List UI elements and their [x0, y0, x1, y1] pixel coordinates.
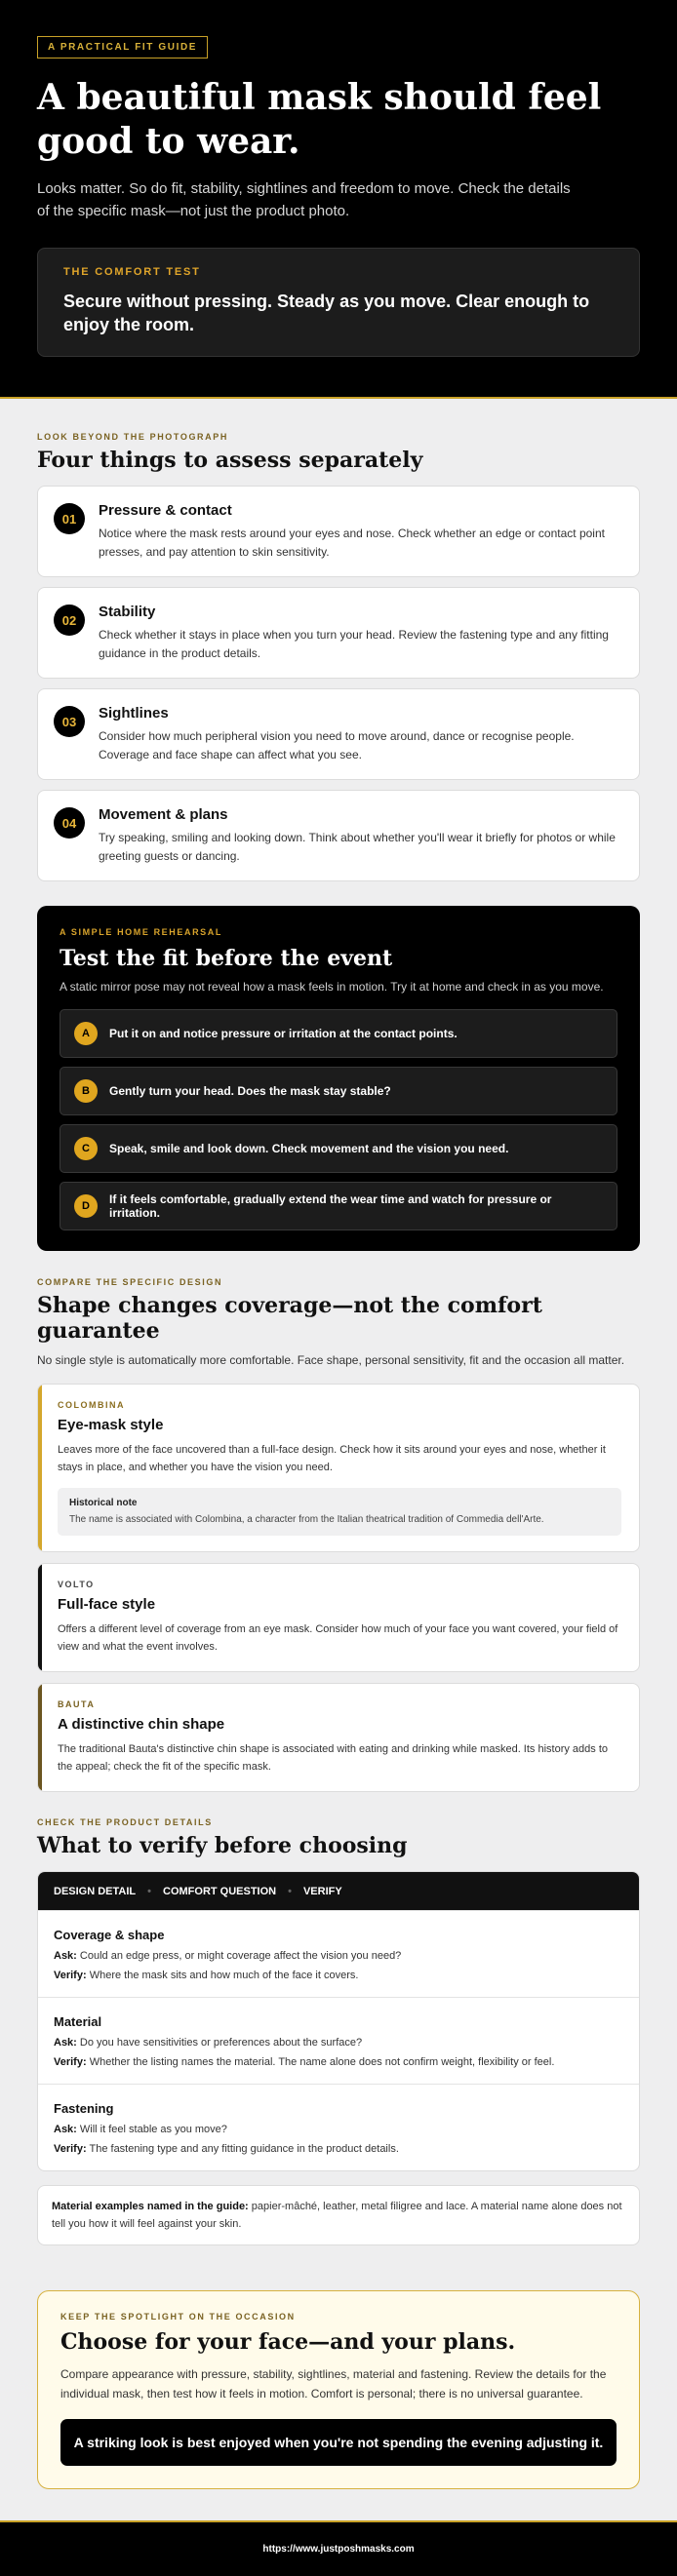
column-header: VERIFY — [302, 1885, 342, 1897]
design-name: A distinctive chin shape — [58, 1716, 225, 1733]
design-card-volto — [37, 1563, 640, 1672]
comfort-eyebrow: THE COMFORT TEST — [63, 266, 201, 278]
table-row — [38, 1910, 639, 1997]
designs-lead: No single style is automatically more comfortable. Face shape, personal sensitivity, fit and the occasion all matter. — [37, 1353, 625, 1367]
footer-link[interactable]: https://www.justposhmasks.com — [262, 2544, 415, 2555]
verify-text: The fastening type and any fitting guidance in the product details. — [89, 2143, 399, 2155]
ask-text: Do you have sensitivities or preferences about the surface? — [79, 2037, 363, 2049]
footer — [0, 2520, 677, 2576]
verify-label: Verify: — [54, 2143, 87, 2155]
rehearsal-eyebrow: A SIMPLE HOME REHEARSAL — [60, 927, 222, 937]
choose-eyebrow: KEEP THE SPOTLIGHT ON THE OCCASION — [60, 2312, 296, 2322]
row-ask — [54, 1950, 623, 1962]
closing-banner: A striking look is best enjoyed when you're not spending the evening adjusting it. — [60, 2419, 617, 2466]
assess-section — [0, 399, 677, 881]
choose-section — [37, 2290, 640, 2489]
card-description: Notice where the mask rests around your eyes and nose. Check whether an edge or contact point presses, and pay attention to skin sensitivity. — [99, 527, 605, 559]
rehearsal-step — [60, 1009, 617, 1058]
choose-title: Choose for your face—and your plans. — [60, 2329, 516, 2355]
note-title: Historical note — [69, 1498, 138, 1508]
rehearsal-step — [60, 1067, 617, 1115]
card-number: 02 — [54, 605, 85, 636]
designs-list — [37, 1384, 640, 1792]
step-text: Gently turn your head. Does the mask stay stable? — [109, 1084, 391, 1098]
design-name: Full-face style — [58, 1596, 156, 1613]
ask-label: Ask: — [54, 2037, 77, 2049]
assess-card — [37, 790, 640, 881]
table-row — [38, 2084, 639, 2170]
row-ask — [54, 2037, 623, 2049]
verify-eyebrow: CHECK THE PRODUCT DETAILS — [37, 1817, 213, 1827]
verify-text: Where the mask sits and how much of the face it covers. — [89, 1970, 359, 1981]
materials-note — [37, 2185, 640, 2245]
card-title: Stability — [99, 604, 156, 620]
row-verify — [54, 2056, 623, 2068]
step-text: Speak, smile and look down. Check movement and the vision you need. — [109, 1142, 509, 1155]
rehearsal-steps — [60, 1009, 617, 1230]
note-text: The name is associated with Colombina, a character from the Italian theatrical tradition of Commedia dell'Arte. — [69, 1514, 544, 1525]
ask-text: Will it feel stable as you move? — [79, 2124, 227, 2135]
step-letter: C — [74, 1137, 98, 1160]
card-title: Movement & plans — [99, 806, 228, 823]
step-letter: A — [74, 1022, 98, 1045]
designs-section — [0, 1251, 677, 1792]
design-description: Leaves more of the face uncovered than a full-face design. Check how it sits around your eyes and nose, whether it stays in place, and whether you have the vision you need. — [58, 1444, 606, 1473]
card-description: Try speaking, smiling and looking down. Think about whether you'll wear it briefly for photos or while greeting guests or dancing. — [99, 831, 616, 863]
rehearsal-section — [37, 906, 640, 1251]
assess-eyebrow: LOOK BEYOND THE PHOTOGRAPH — [37, 432, 228, 442]
rehearsal-title: Test the fit before the event — [60, 946, 393, 971]
ask-label: Ask: — [54, 2124, 77, 2135]
design-description: Offers a different level of coverage from an eye mask. Consider how much of your face you want covered, your field of view and what the event involves. — [58, 1623, 618, 1653]
card-title: Sightlines — [99, 705, 169, 722]
assess-card — [37, 486, 640, 577]
rehearsal-step — [60, 1124, 617, 1173]
materials-label: Material examples named in the guide: — [52, 2201, 249, 2212]
materials-text: papier-mâché, leather, metal filigree and lace. A material name alone does not tell you how it will feel against your skin. — [52, 2201, 622, 2230]
column-header: COMFORT QUESTION — [163, 1885, 277, 1897]
row-title: Coverage & shape — [54, 1928, 165, 1942]
verify-section — [0, 1803, 677, 2245]
design-name: Eye-mask style — [58, 1417, 164, 1433]
verify-title: What to verify before choosing — [37, 1833, 408, 1858]
choose-text: Compare appearance with pressure, stability, sightlines, material and fastening. Review the details for the individual mask, then test how it feels in motion. Comfort is personal; there is no universal guarantee. — [60, 2367, 607, 2400]
row-title: Material — [54, 2014, 102, 2029]
designs-eyebrow: COMPARE THE SPECIFIC DESIGN — [37, 1277, 223, 1287]
assess-card — [37, 587, 640, 679]
historical-note — [58, 1488, 621, 1536]
hero-lead: Looks matter. So do fit, stability, sightlines and freedom to move. Check the details of the specific mask—not just the product photo. — [37, 180, 571, 219]
card-description: Consider how much peripheral vision you need to move around, dance or recognise people. Coverage and face shape can affect what you see. — [99, 729, 575, 761]
step-letter: B — [74, 1079, 98, 1103]
row-verify — [54, 2143, 623, 2155]
designs-title: Shape changes coverage—not the comfort guarantee — [37, 1293, 542, 1344]
verify-text: Whether the listing names the material. The name alone does not confirm weight, flexibility or feel. — [89, 2056, 555, 2068]
card-number: 03 — [54, 706, 85, 737]
step-text: Put it on and notice pressure or irritation at the contact points. — [109, 1027, 458, 1040]
table-header — [38, 1872, 639, 1910]
card-number: 01 — [54, 503, 85, 534]
row-title: Fastening — [54, 2101, 114, 2116]
column-header: DESIGN DETAIL — [54, 1885, 137, 1897]
assess-list — [37, 486, 640, 881]
verify-table — [37, 1871, 640, 2171]
header-separator: • — [288, 1885, 292, 1897]
header-separator: • — [147, 1885, 151, 1897]
hero-section — [0, 0, 677, 399]
rehearsal-lead: A static mirror pose may not reveal how a mask feels in motion. Try it at home and check in as you move. — [60, 980, 604, 994]
comfort-text: Secure without pressing. Steady as you move. Clear enough to enjoy the room. — [63, 292, 590, 334]
design-description: The traditional Bauta's distinctive chin shape is associated with eating and drinking while masked. Its history adds to the appeal; check the fit of the specific mask. — [58, 1743, 609, 1773]
verify-label: Verify: — [54, 1970, 87, 1981]
ask-label: Ask: — [54, 1950, 77, 1962]
row-ask — [54, 2124, 623, 2135]
card-title: Pressure & contact — [99, 502, 232, 519]
assess-card — [37, 688, 640, 780]
assess-title: Four things to assess separately — [37, 448, 423, 473]
ask-text: Could an edge press, or might coverage affect the vision you need? — [79, 1950, 402, 1962]
card-description: Check whether it stays in place when you turn your head. Review the fastening type and any fitting guidance in the product details. — [99, 628, 609, 660]
design-tag: BAUTA — [58, 1699, 96, 1709]
comfort-test-box — [37, 248, 640, 357]
design-tag: COLOMBINA — [58, 1400, 125, 1410]
verify-label: Verify: — [54, 2056, 87, 2068]
hero-tag: A PRACTICAL FIT GUIDE — [37, 36, 208, 59]
design-card-bauta — [37, 1683, 640, 1792]
design-tag: VOLTO — [58, 1580, 95, 1589]
row-verify — [54, 1970, 623, 1981]
table-row — [38, 1997, 639, 2084]
card-number: 04 — [54, 807, 85, 839]
page-title: A beautiful mask should feel good to wear. — [37, 77, 602, 162]
design-card-colombina — [37, 1384, 640, 1552]
rehearsal-step — [60, 1182, 617, 1230]
step-text: If it feels comfortable, gradually extend the wear time and watch for pressure or irritation. — [109, 1192, 552, 1220]
step-letter: D — [74, 1194, 98, 1218]
